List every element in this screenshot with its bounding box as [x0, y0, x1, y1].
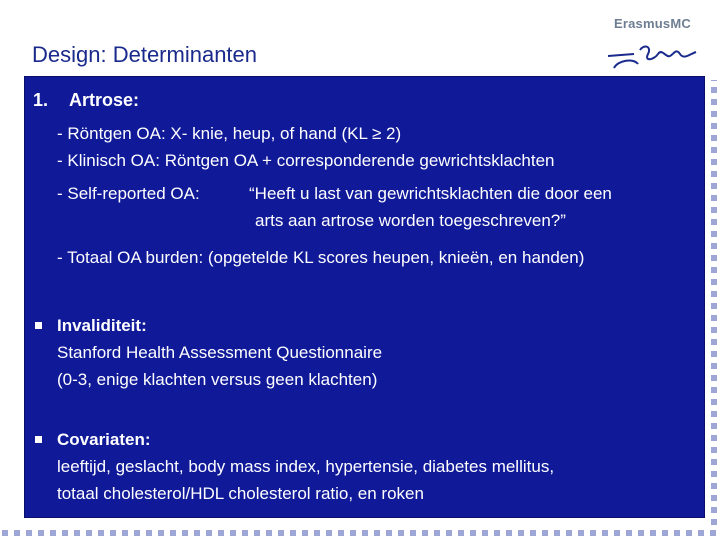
artrose-number: 1. — [33, 90, 49, 110]
artrose-line-totaal: - Totaal OA burden: (opgetelde KL scores heupen, knieën, en handen) — [57, 248, 585, 267]
decorative-dot-strip-right — [708, 0, 720, 540]
bullet-icon — [35, 436, 42, 443]
artrose-line-rontgen: - Röntgen OA: X- knie, heup, of hand (KL ≥ 2) — [57, 124, 402, 143]
invaliditeit-line-1: Stanford Health Assessment Questionnaire — [57, 343, 383, 362]
logo-text: ErasmusMC — [614, 16, 691, 31]
artrose-question-line-2: arts aan artrose worden toegeschreven?” — [255, 211, 566, 230]
covariaten-line-2: totaal cholesterol/HDL cholesterol ratio, en roken — [57, 484, 424, 503]
invaliditeit-heading: Invaliditeit: — [57, 316, 147, 335]
covariaten-line-1: leeftijd, geslacht, body mass index, hypertensie, diabetes mellitus, — [57, 457, 555, 476]
covariaten-heading: Covariaten: — [57, 430, 151, 449]
artrose-heading: Artrose: — [69, 90, 140, 110]
artrose-question-line-1: “Heeft u last van gewrichtsklachten die door een — [249, 184, 612, 203]
erasmus-signature-icon — [604, 34, 704, 74]
content-panel — [24, 76, 705, 518]
erasmus-mc-logo — [604, 16, 704, 76]
decorative-dot-strip-bottom — [0, 526, 720, 540]
bullet-icon — [35, 322, 42, 329]
artrose-line-self-reported: - Self-reported OA: — [57, 184, 200, 203]
artrose-line-klinisch: - Klinisch OA: Röntgen OA + corresponderende gewrichtsklachten — [57, 151, 555, 170]
slide-title: Design: Determinanten — [32, 42, 258, 67]
invaliditeit-line-2: (0-3, enige klachten versus geen klachten) — [57, 370, 378, 389]
